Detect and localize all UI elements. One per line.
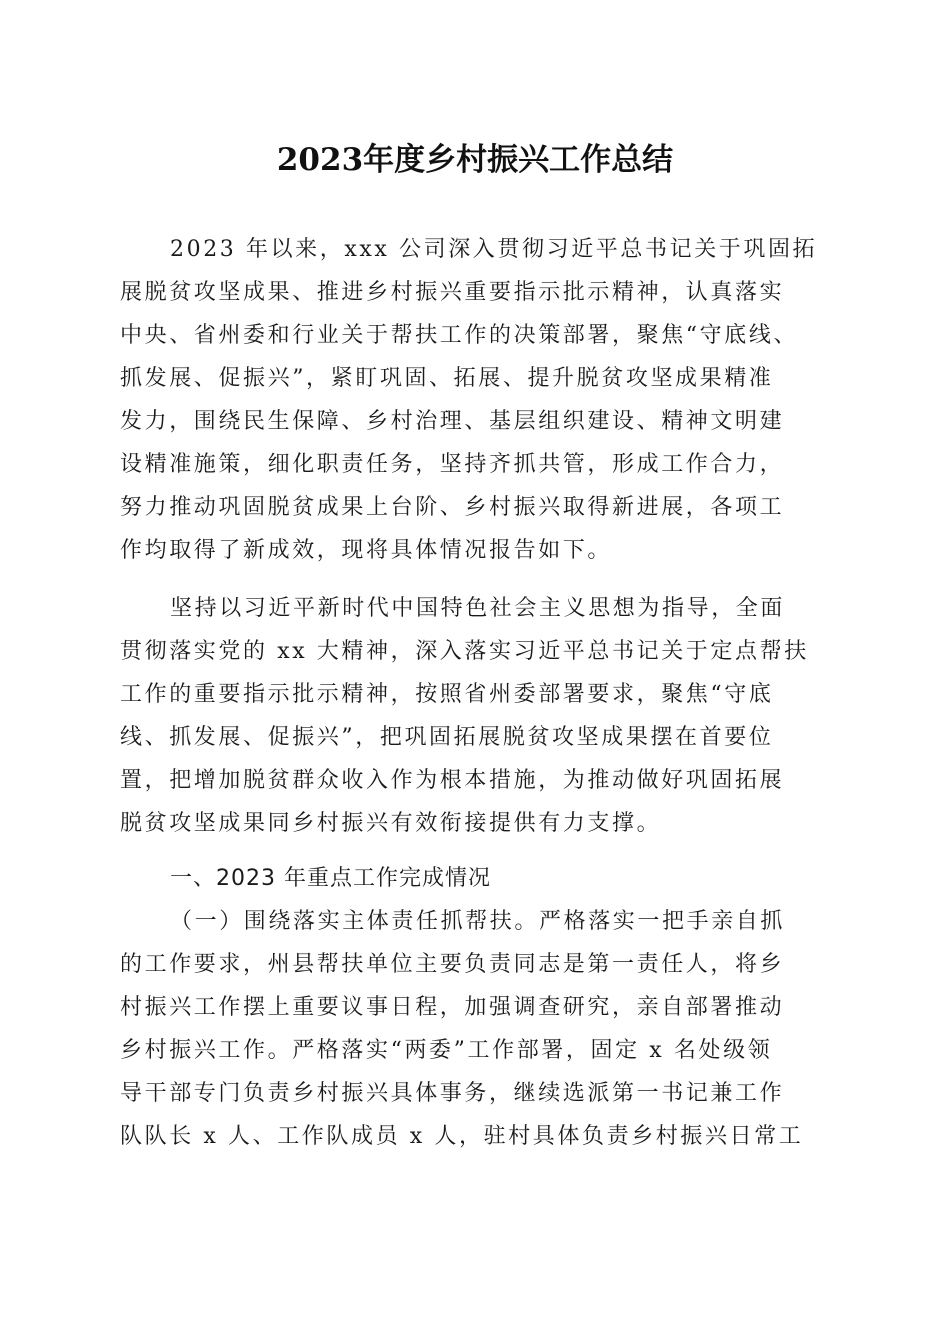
text-line: 发力，围绕民生保障、乡村治理、基层组织建设、精神文明建 — [120, 409, 785, 434]
text-line: 的工作要求，州县帮扶单位主要负责同志是第一责任人，将乡 — [120, 952, 785, 977]
text-line: 导干部专门负责乡村振兴具体事务，继续选派第一书记兼工作 — [120, 1081, 785, 1106]
text-line: （一）围绕落实主体责任抓帮扶。严格落实一把手亲自抓 — [170, 909, 786, 934]
section-heading-text: 一、2023 年重点工作完成情况 — [170, 866, 491, 891]
text-line: 展脱贫攻坚成果、推进乡村振兴重要指示批示精神，认真落实 — [120, 280, 785, 305]
text-line: 努力推动巩固脱贫成果上台阶、乡村振兴取得新进展，各项工 — [120, 495, 785, 520]
text-line: 村振兴工作摆上重要议事日程，加强调查研究，亲自部署推动 — [120, 995, 785, 1020]
document-title: 2023年度乡村振兴工作总结 — [276, 142, 674, 178]
text-line: 作均取得了新成效，现将具体情况报告如下。 — [120, 538, 613, 563]
text-line: 工作的重要指示批示精神，按照省州委部署要求，聚焦“守底 — [120, 682, 774, 707]
text-line: 脱贫攻坚成果同乡村振兴有效衔接提供有力支撑。 — [120, 811, 662, 836]
text-line: 中央、省州委和行业关于帮扶工作的决策部署，聚焦“守底线、 — [120, 323, 799, 348]
text-line: 乡村振兴工作。严格落实“两委”工作部署，固定 x 名处级领 — [120, 1038, 773, 1063]
text-line: 坚持以习近平新时代中国特色社会主义思想为指导，全面 — [170, 596, 786, 621]
text-line: 贯彻落实党的 xx 大精神，深入落实习近平总书记关于定点帮扶 — [120, 639, 809, 664]
text-line: 设精准施策，细化职责任务，坚持齐抓共管，形成工作合力， — [120, 452, 785, 477]
text-line: 抓发展、促振兴”，紧盯巩固、拓展、提升脱贫攻坚成果精准 — [120, 366, 774, 391]
text-line: 队队长 x 人、工作队成员 x 人，驻村具体负责乡村振兴日常工 — [120, 1124, 804, 1149]
text-line: 2023 年以来，xxx 公司深入贯彻习近平总书记关于巩固拓 — [170, 237, 818, 262]
text-line: 置，把增加脱贫群众收入作为根本措施，为推动做好巩固拓展 — [120, 768, 785, 793]
text-line: 线、抓发展、促振兴”，把巩固拓展脱贫攻坚成果摆在首要位 — [120, 725, 774, 750]
